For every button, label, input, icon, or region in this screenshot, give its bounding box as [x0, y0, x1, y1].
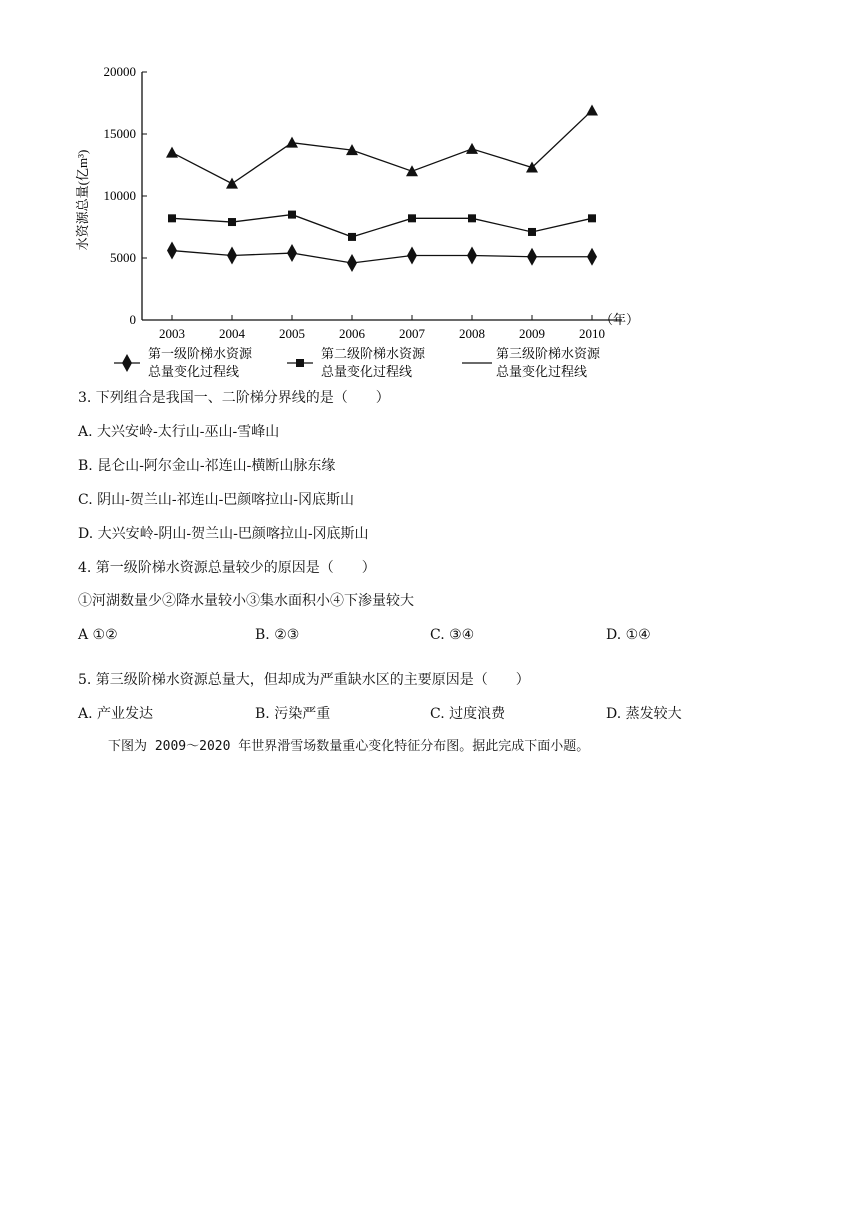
question-5-stem: 5. 第三级阶梯水资源总量大，但却成为严重缺水区的主要原因是（ ）: [78, 672, 530, 688]
question-3-option-d[interactable]: D. 大兴安岭-阴山-贺兰山-巴颜喀拉山-冈底斯山: [78, 526, 369, 542]
question-3-option-b[interactable]: B. 昆仑山-阿尔金山-祁连山-横断山脉东缘: [78, 458, 336, 474]
y-axis-label: 水资源总量(亿m³): [75, 149, 90, 251]
series-line: [172, 110, 592, 183]
question-3-option-a[interactable]: A. 大兴安岭-太行山-巫山-雪峰山: [78, 424, 280, 440]
triangle-point: [286, 137, 298, 148]
triangle-point: [586, 104, 598, 115]
diamond-point: [467, 247, 477, 265]
data-series: [166, 104, 598, 272]
question-4-option-b[interactable]: B. ②③: [255, 627, 300, 643]
square-point: [168, 214, 176, 222]
square-point: [588, 214, 596, 222]
legend-item-2: [287, 346, 426, 379]
y-tick-label: 15000: [103, 126, 136, 141]
triangle-point: [406, 165, 418, 176]
x-tick-label: 2007: [399, 326, 425, 341]
diamond-point: [527, 248, 537, 266]
y-tick-label: 10000: [103, 188, 136, 203]
legend-label-line1: 第三级阶梯水资源: [496, 346, 601, 361]
legend-label-line1: 第一级阶梯水资源: [148, 346, 253, 361]
chart-legend: [114, 346, 601, 379]
diamond-point: [407, 247, 417, 265]
y-tick-label: 5000: [110, 250, 136, 265]
question-4-option-a[interactable]: A ①②: [78, 627, 118, 643]
diamond-point: [587, 248, 597, 266]
question-4-option-d[interactable]: D. ①④: [606, 627, 651, 643]
x-tick-label: 2003: [159, 326, 185, 341]
y-tick-label: 20000: [103, 64, 136, 79]
x-tick-label: 2010: [579, 326, 605, 341]
square-point: [348, 233, 356, 241]
x-tick-label: 2008: [459, 326, 485, 341]
question-5-option-c[interactable]: C. 过度浪费: [430, 706, 506, 722]
legend-label-line2: 总量变化过程线: [496, 364, 588, 379]
question-5-option-a[interactable]: A. 产业发达: [78, 706, 154, 722]
legend-label-line2: 总量变化过程线: [321, 364, 413, 379]
legend-label-line2: 总量变化过程线: [148, 364, 240, 379]
legend-label-line1: 第二级阶梯水资源: [321, 346, 426, 361]
square-point: [296, 359, 304, 367]
series-2: [168, 211, 596, 241]
chart-axes: [142, 72, 622, 320]
diamond-point: [122, 354, 132, 372]
square-point: [468, 214, 476, 222]
square-point: [288, 211, 296, 219]
diamond-point: [227, 247, 237, 265]
triangle-point: [466, 143, 478, 154]
diamond-point: [167, 242, 177, 260]
question-3-option-c[interactable]: C. 阴山-贺兰山-祁连山-巴颜喀拉山-冈底斯山: [78, 492, 355, 508]
question-4-option-c[interactable]: C. ③④: [430, 627, 475, 643]
series-1: [167, 242, 597, 272]
square-point: [228, 218, 236, 226]
diamond-point: [287, 244, 297, 262]
water-resources-line-chart: [70, 55, 650, 385]
next-questions-intro: 下图为 2009～2020 年世界滑雪场数量重心变化特征分布图。据此完成下面小题。: [108, 739, 590, 754]
question-4-items: ①河湖数量少②降水量较小③集水面积小④下渗量较大: [78, 593, 414, 609]
x-axis-unit: （年）: [599, 312, 639, 327]
question-3-stem: 3. 下列组合是我国一、二阶梯分界线的是（ ）: [78, 390, 390, 406]
square-point: [528, 228, 536, 236]
x-tick-label: 2009: [519, 326, 545, 341]
triangle-point: [166, 147, 178, 158]
question-5-option-d[interactable]: D. 蒸发较大: [606, 706, 682, 722]
legend-item-1: [114, 346, 253, 379]
diamond-point: [347, 254, 357, 272]
triangle-point: [226, 178, 238, 189]
y-tick-label: 0: [129, 312, 136, 327]
x-tick-label: 2004: [219, 326, 245, 341]
x-tick-label: 2006: [339, 326, 365, 341]
question-4-stem: 4. 第一级阶梯水资源总量较少的原因是（ ）: [78, 560, 376, 576]
series-3: [166, 104, 598, 188]
legend-item-3: [462, 346, 601, 379]
square-point: [408, 214, 416, 222]
tick-labels: [104, 64, 606, 341]
x-tick-label: 2005: [279, 326, 305, 341]
question-5-option-b[interactable]: B. 污染严重: [255, 706, 331, 722]
